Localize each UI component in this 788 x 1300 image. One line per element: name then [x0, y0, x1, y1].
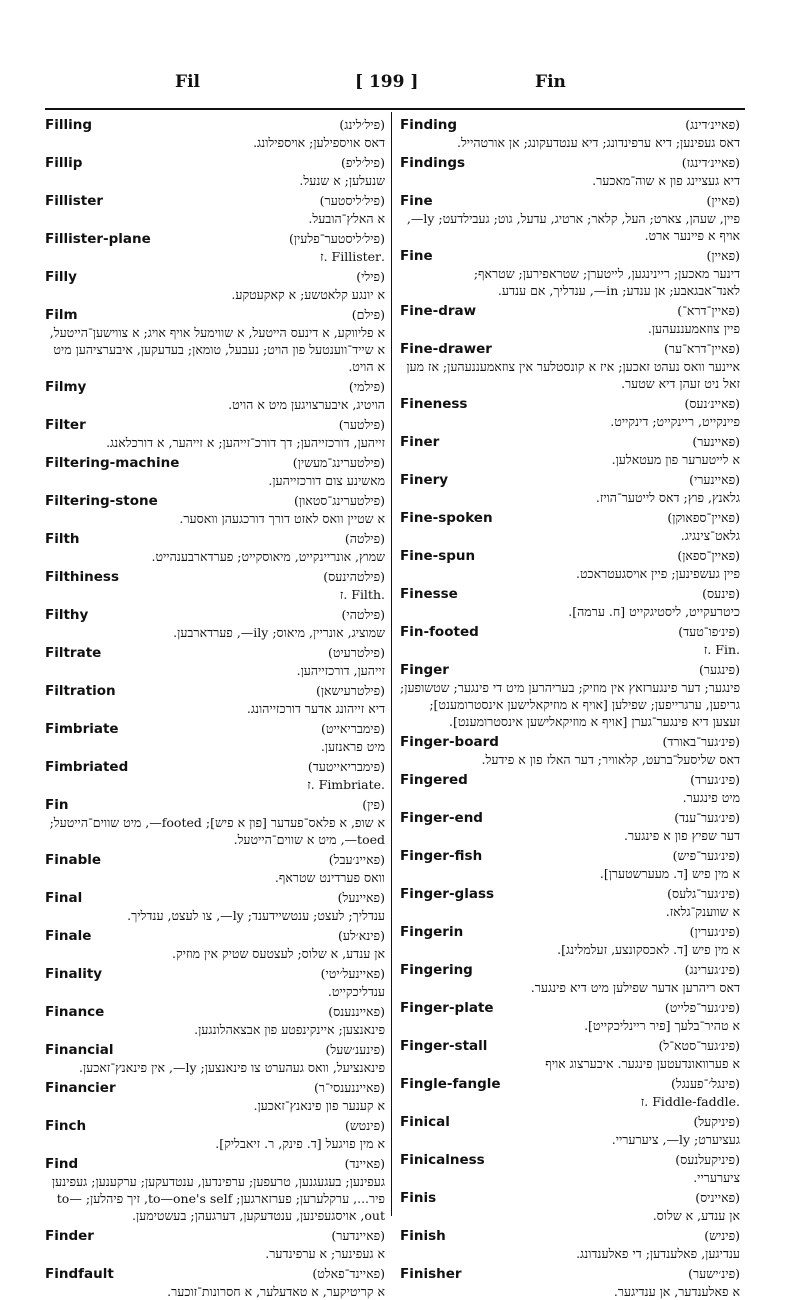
headword: Fin: [45, 797, 69, 813]
entry-head: [45, 644, 385, 662]
headword: Filtrate: [45, 645, 102, 661]
headword: Film: [45, 307, 78, 323]
running-head-left: Fil: [175, 72, 200, 92]
headword: Finality: [45, 966, 103, 982]
pronunciation: (פינ׳גער־פיש): [672, 848, 740, 863]
entry-head: [45, 416, 385, 434]
headword: Filly: [45, 269, 77, 285]
dictionary-entry: [45, 682, 385, 717]
definition: דאס ריהרען אדער שפילען מיט דיא פינגער.: [530, 980, 740, 995]
definition: זייהען, דורכזייהען.: [296, 663, 385, 678]
entry-head: [400, 733, 740, 751]
pronunciation: (פילם): [351, 307, 385, 322]
dictionary-entry: [45, 530, 385, 565]
headword: Filtering-machine: [45, 455, 180, 471]
dictionary-entry: [45, 1155, 385, 1224]
dictionary-entry: [45, 378, 385, 413]
headword: Financier: [45, 1080, 116, 1096]
definition: פיין צוזאמעננעהען.: [647, 321, 740, 336]
pronunciation: (פינ׳גערינג): [684, 962, 740, 977]
headword: Fillister-plane: [45, 231, 151, 247]
pronunciation: (פינ׳גערד): [690, 772, 740, 787]
headword: Financial: [45, 1042, 114, 1058]
pronunciation: (פינטש): [344, 1118, 385, 1133]
dictionary-entry: [45, 1079, 385, 1114]
entry-head: [45, 1227, 385, 1245]
pronunciation: (פינ׳ישער): [688, 1266, 740, 1281]
definition: כיטרעקייט, ליסטיגקייט [ח. ערמה].: [568, 604, 740, 619]
headword: Finger-glass: [400, 886, 495, 902]
headword: Filling: [45, 117, 93, 133]
definition: פיין געשפינען; פיין אויסגעטראכט.: [575, 566, 740, 581]
entry-head: [45, 796, 385, 814]
page-number: [ 199 ]: [355, 72, 419, 92]
headword: Finable: [45, 852, 102, 868]
headword: Findings: [400, 155, 466, 171]
pronunciation: (פאייננענס): [328, 1004, 385, 1019]
headword: Fillip: [45, 155, 83, 171]
entry-head: [45, 268, 385, 286]
headword: Filtration: [45, 683, 116, 699]
definition: ציערעריי.: [693, 1170, 740, 1185]
entry-head: [400, 547, 740, 565]
headword: Fingle-fangle: [400, 1076, 501, 1092]
entry-head: [400, 471, 740, 489]
pronunciation: (פאיינד): [344, 1156, 385, 1171]
headword: Finish: [400, 1228, 446, 1244]
dictionary-entry: [400, 1113, 740, 1148]
headword: Finale: [45, 928, 92, 944]
pronunciation: (פימבריאייטעד): [307, 759, 385, 774]
headword: Fine: [400, 248, 433, 264]
definition: אן ענדע, א שלוס; לעצטעס שטיק אין מוזיק.: [172, 946, 385, 961]
definition: פינגער; דער פינגערזאץ אין מוזיק; בעריהרען מיט די פינגער; שטשופען; גריפען, ערגרייפען; שפילען [אויף א מוזיקאלישען אינסטרומענט]; זעצען דיא פינגער־גערן [אויף א מוזיקאלישען אינסטרומענט].: [400, 680, 740, 729]
dictionary-entry: [400, 395, 740, 430]
dictionary-entry: [400, 585, 740, 620]
dictionary-entry: [45, 889, 385, 924]
entry-head: [45, 1117, 385, 1135]
entry-head: [45, 492, 385, 510]
definition: שנעלען; א שנעל.: [299, 173, 385, 188]
headword: Fillister: [45, 193, 104, 209]
dictionary-entry: [45, 1003, 385, 1038]
headword: Fine-drawer: [400, 341, 492, 357]
definition: א קענער פון פינאנץ־זאכען.: [253, 1098, 385, 1113]
pronunciation: (פילטער): [338, 417, 385, 432]
dictionary-entry: [400, 923, 740, 958]
pronunciation: (פינענ׳שעל): [325, 1042, 385, 1057]
dictionary-entry: [45, 758, 385, 793]
dictionary-entry: [45, 454, 385, 489]
pronunciation: (פאיינ׳נעס): [684, 396, 740, 411]
headword: Finicalness: [400, 1152, 485, 1168]
definition: דיא געציינג פון א שוה־מאכער.: [592, 173, 740, 188]
headword: Finder: [45, 1228, 94, 1244]
dictionary-entry: [45, 192, 385, 227]
definition: דאס אויספילען; אויספילונג.: [253, 135, 385, 150]
definition: ענדליך; לעצט; ענטשיידענד; ly—, צו לעצט, ענדליך.: [127, 908, 385, 923]
dictionary-entry: [400, 809, 740, 844]
pronunciation: (פינ׳גער־באורד): [662, 734, 740, 749]
definition: אן ענדע, א שלוס.: [652, 1208, 740, 1223]
entry-head: [45, 720, 385, 738]
entry-head: [45, 927, 385, 945]
entry-head: [400, 1037, 740, 1055]
definition: .Filth .ז: [339, 587, 385, 602]
definition: דאס געפינען; דיא ערפינדונג; דיא ענטדעקונג; אן אורטהייל.: [456, 135, 740, 150]
entry-head: [45, 889, 385, 907]
dictionary-entry: [45, 1041, 385, 1076]
entry-head: [45, 682, 385, 700]
definition: מאשינע צום דורכזייהען.: [268, 473, 385, 488]
entry-head: [45, 1265, 385, 1283]
pronunciation: (פיל׳ליסטער־פלעין): [288, 231, 385, 246]
entry-head: [400, 1189, 740, 1207]
pronunciation: (פינגער): [699, 662, 740, 677]
definition: א טהיר־בלעך [פיר ריינליכקייט].: [584, 1018, 740, 1033]
dictionary-entry: [45, 306, 385, 375]
pronunciation: (פינ׳גער־פלייט): [664, 1000, 740, 1015]
headword: Final: [45, 890, 83, 906]
headword: Findfault: [45, 1266, 114, 1282]
column-divider: [391, 112, 392, 1216]
definition: דער שפיץ פון א פינגער.: [624, 828, 740, 843]
pronunciation: (פאייננענסי־ר): [314, 1080, 385, 1095]
definition: געפינען; בעגעגנען, טרעפען; ערפינדען, ענטדעקען; ערקענען; געפינען פיר..., ערקלערען; פערזארגען; to—one's self, זיך פיהלען; to—out, אויסגעפינען, ענטדעקען, דערגעהן; בעשטימען.: [51, 1174, 385, 1223]
dictionary-entry: [400, 1075, 740, 1110]
headword: Fineness: [400, 396, 468, 412]
dictionary-entry: [45, 1117, 385, 1152]
definition: ענדיגען, פאלענדען; די פאלענדונג.: [576, 1246, 740, 1261]
dictionary-entry: [45, 606, 385, 641]
definition: א געפינער; א ערפינדער.: [265, 1246, 385, 1261]
pronunciation: (פינא׳לע): [338, 928, 385, 943]
definition: פינאנצען; איינקינפטע פון אבצאהלונגען.: [194, 1022, 385, 1037]
pronunciation: (פאיינדער): [331, 1228, 385, 1243]
pronunciation: (פאיין־ספאן): [677, 548, 740, 563]
headword: Fine-draw: [400, 303, 477, 319]
dictionary-entry: [45, 927, 385, 962]
right-column: [400, 116, 740, 1299]
definition: ענדליכקייט.: [327, 984, 385, 999]
dictionary-entry: [400, 885, 740, 920]
headword: Fine-spoken: [400, 510, 493, 526]
entry-head: [400, 1265, 740, 1283]
headword: Filtering-stone: [45, 493, 158, 509]
dictionary-entry: [400, 340, 740, 392]
definition: מיט פינגער.: [682, 790, 740, 805]
pronunciation: (פיל׳ליפ): [341, 155, 385, 170]
headword: Fingerin: [400, 924, 464, 940]
dictionary-entry: [400, 247, 740, 299]
headword: Filthy: [45, 607, 89, 623]
dictionary-entry: [400, 771, 740, 806]
definition: א לייטערער פון מעטאלען.: [611, 452, 740, 467]
pronunciation: (פינ׳גער־גלעס): [667, 886, 740, 901]
page-header: [45, 72, 745, 102]
dictionary-entry: [400, 302, 740, 337]
pronunciation: (פאיין־דרא־ער): [664, 341, 740, 356]
definition: א מין פיש [ד. לאכסקונצע, זעלמלינג].: [557, 942, 740, 957]
entry-head: [45, 606, 385, 624]
pronunciation: (פיל׳לינג): [339, 117, 385, 132]
headword: Fimbriated: [45, 759, 129, 775]
headword: Fingered: [400, 772, 468, 788]
dictionary-entry: [400, 733, 740, 768]
definition: א מין פויגעל [ד. פינק, ר. זיאבליק].: [215, 1136, 385, 1151]
pronunciation: (פין): [362, 797, 385, 812]
left-column: [45, 116, 385, 1299]
entry-head: [45, 1155, 385, 1173]
dictionary-entry: [400, 116, 740, 151]
entry-head: [400, 809, 740, 827]
definition: פינאנציעל, וואס געהערט צו פינאנצען; ly—, אין פינאנץ־זאכען.: [79, 1060, 385, 1075]
definition: א קריטיקער, א טאדעלער, א חסרונות־זוכער.: [167, 1284, 385, 1299]
dictionary-entry: [45, 644, 385, 679]
entry-head: [400, 395, 740, 413]
pronunciation: (פילטהינעס): [323, 569, 385, 584]
definition: פיין, שעהן, צארט; העל, קלאר; ארטיג, עדעל, גוט; געבילדעט; ly—, אויף א פיינער ארט.: [406, 211, 740, 243]
definition: וואס פערדינט שטראף.: [274, 870, 385, 885]
headword: Finer: [400, 434, 440, 450]
headword: Fimbriate: [45, 721, 119, 737]
entry-head: [400, 1227, 740, 1245]
entry-head: [45, 230, 385, 248]
pronunciation: (פיניש): [704, 1228, 740, 1243]
headword: Finis: [400, 1190, 437, 1206]
definition: שמוציג, אונריין, מיאוס; ily—, פערדארבען.: [173, 625, 385, 640]
entry-head: [45, 192, 385, 210]
dictionary-entry: [400, 961, 740, 996]
entry-head: [45, 851, 385, 869]
headword: Finger-end: [400, 810, 483, 826]
dictionary-entry: [400, 1037, 740, 1072]
entry-head: [45, 758, 385, 776]
entry-head: [45, 454, 385, 472]
headword: Finical: [400, 1114, 450, 1130]
definition: א פערוואונדעטען פינגער. איבערצוג אויף: [545, 1056, 740, 1071]
entry-head: [400, 154, 740, 172]
dictionary-entry: [400, 623, 740, 658]
headword: Filmy: [45, 379, 87, 395]
definition: שמוץ, אונריינקייט, מיאוסקייט; פערדארבענהייט.: [151, 549, 385, 564]
dictionary-entry: [400, 192, 740, 244]
entry-head: [45, 116, 385, 134]
entry-head: [45, 1041, 385, 1059]
dictionary-entry: [400, 154, 740, 189]
definition: גלאט־צינגיג.: [680, 528, 740, 543]
definition: .Fiddle-faddle .ז: [640, 1094, 740, 1109]
headword: Find: [45, 1156, 79, 1172]
entry-head: [45, 154, 385, 172]
dictionary-entry: [45, 154, 385, 189]
definition: א פליווקע, א דינעס הייטעל, א שווימעל אויף אויג; א צווישען־הייטעל, א שייד־ווענטעל פון הויט; נעבעל, טומאן; בעדעקען, איבערציהען מיט א הויט.: [49, 325, 385, 374]
pronunciation: (פאיין־ספאוקן): [667, 510, 740, 525]
definition: הויטיג, איבערצויגען מיט א הויט.: [228, 397, 385, 412]
pronunciation: (פילי): [356, 269, 385, 284]
dictionary-entry: [400, 509, 740, 544]
headword: Filthiness: [45, 569, 120, 585]
pronunciation: (פילטה): [344, 531, 385, 546]
pronunciation: (פינ׳גער־ענד): [674, 810, 740, 825]
headword: Finisher: [400, 1266, 462, 1282]
headword: Finger-fish: [400, 848, 483, 864]
dictionary-entry: [45, 230, 385, 265]
pronunciation: (פינ׳פו־טעד): [678, 624, 740, 639]
headword: Fine-spun: [400, 548, 476, 564]
entry-head: [400, 999, 740, 1017]
running-head-right: Fin: [535, 72, 566, 92]
dictionary-entry: [45, 1227, 385, 1262]
definition: .Fimbriate .ז: [307, 777, 385, 792]
dictionary-entry: [45, 1265, 385, 1300]
entry-head: [400, 302, 740, 320]
definition: א שטיין וואס לאזט דורך דורכגעהן וואסער.: [179, 511, 385, 526]
pronunciation: (פאייניס): [695, 1190, 740, 1205]
pronunciation: (פיניקעל): [693, 1114, 740, 1129]
entry-head: [400, 847, 740, 865]
entry-head: [45, 1003, 385, 1021]
pronunciation: (פיל׳ליסטער): [319, 193, 385, 208]
dictionary-entry: [400, 471, 740, 506]
definition: א מין פיש [ד. מעערשטערן].: [599, 866, 740, 881]
dictionary-entry: [45, 796, 385, 848]
dictionary-entry: [45, 268, 385, 303]
dictionary-entry: [400, 661, 740, 730]
pronunciation: (פיניקעלנעס): [675, 1152, 740, 1167]
definition: דינער מאכען; ריינינגען, לייטערן; שטראפירען; שטראף; לאנד־אבגאבע; אן ענדע; in—, ענדליך, אם ענדע.: [473, 266, 740, 298]
entry-head: [400, 247, 740, 265]
dictionary-entry: [45, 116, 385, 151]
pronunciation: (פילטערינג־סטאון): [294, 493, 385, 508]
dictionary-entry: [45, 851, 385, 886]
dictionary-entry: [400, 1227, 740, 1262]
dictionary-entry: [45, 568, 385, 603]
dictionary-entry: [45, 492, 385, 527]
definition: דאס שליסעל־ברעט, קלאוויר; דער האלז פון א פידעל.: [481, 752, 740, 767]
entry-head: [400, 433, 740, 451]
definition: .Fillister .ז: [320, 249, 385, 264]
dictionary-entry: [400, 1189, 740, 1224]
headword: Fingering: [400, 962, 473, 978]
dictionary-entry: [400, 547, 740, 582]
pronunciation: (פילטערינג־מעשין): [292, 455, 385, 470]
entry-head: [400, 961, 740, 979]
definition: דיא זייהונג אדער דורכזייהונג.: [246, 701, 385, 716]
pronunciation: (פאיין): [706, 193, 740, 208]
headword: Fin-footed: [400, 624, 479, 640]
header-rule: [45, 108, 745, 110]
definition: געציערט; ly—, ציערעריי.: [611, 1132, 740, 1147]
pronunciation: (פאיינ׳עבל): [328, 852, 385, 867]
entry-head: [45, 306, 385, 324]
pronunciation: (פינ׳גער־סטא־ל): [658, 1038, 740, 1053]
definition: א שופ, א פלאס־פעדער [פון א פיש]; footed—, מיט שווים־הייטעל; toed—, מיט א שווים־הייטעל.: [49, 815, 385, 847]
entry-head: [400, 192, 740, 210]
pronunciation: (פאיין־דרא־): [677, 303, 740, 318]
pronunciation: (פינעס): [702, 586, 740, 601]
dictionary-entry: [45, 720, 385, 755]
headword: Finger-board: [400, 734, 499, 750]
pronunciation: (פאיינעל): [337, 890, 385, 905]
pronunciation: (פילטהי): [341, 607, 385, 622]
entry-head: [400, 340, 740, 358]
dictionary-entry: [400, 847, 740, 882]
headword: Fine: [400, 193, 433, 209]
pronunciation: (פאיינעל׳יטי): [320, 966, 385, 981]
definition: א פאלענדער, אן ענדיגער.: [613, 1284, 740, 1299]
definition: איינער וואס נעהט זאכען; איז א קונסטלער אין צוזאמעננעהען; אז מען זאל ניט זעהן דיא שטער.: [406, 359, 740, 391]
definition: גלאנץ, פוץ; דאס לייטער־הויז.: [595, 490, 740, 505]
pronunciation: (פאיינד־פאלט): [312, 1266, 385, 1281]
pronunciation: (פאיינ׳דינגז): [681, 155, 740, 170]
pronunciation: (פינ׳גערין): [689, 924, 740, 939]
headword: Finery: [400, 472, 449, 488]
definition: .Fin .ז: [703, 642, 740, 657]
entry-head: [400, 509, 740, 527]
entry-head: [400, 585, 740, 603]
definition: זייהען, דורכזייהען; דך דורכ־זייהען; א זייהער, א דורכלאנג.: [106, 435, 385, 450]
entry-head: [400, 661, 740, 679]
entry-head: [45, 965, 385, 983]
pronunciation: (פימבריאייט): [320, 721, 385, 736]
entry-head: [400, 1151, 740, 1169]
pronunciation: (פילטרעיט): [327, 645, 385, 660]
definition: מיט פראנזען.: [320, 739, 385, 754]
entry-head: [45, 530, 385, 548]
entry-head: [45, 1079, 385, 1097]
dictionary-entry: [45, 416, 385, 451]
dictionary-entry: [400, 1151, 740, 1186]
headword: Finger: [400, 662, 449, 678]
entry-head: [400, 116, 740, 134]
dictionary-entry: [400, 1265, 740, 1300]
pronunciation: (פאיינ׳דינג): [685, 117, 740, 132]
entry-head: [400, 771, 740, 789]
entry-head: [400, 1113, 740, 1131]
headword: Filter: [45, 417, 86, 433]
pronunciation: (פאיינער): [692, 434, 740, 449]
entry-head: [400, 923, 740, 941]
entry-head: [400, 623, 740, 641]
dictionary-entry: [400, 433, 740, 468]
headword: Finance: [45, 1004, 105, 1020]
headword: Finesse: [400, 586, 458, 602]
definition: א שווענק־גלאז.: [665, 904, 740, 919]
headword: Finding: [400, 117, 458, 133]
headword: Finger-stall: [400, 1038, 488, 1054]
pronunciation: (פילמי): [348, 379, 385, 394]
dictionary-entry: [400, 999, 740, 1034]
pronunciation: (פינגל׳־פענגל): [671, 1076, 740, 1091]
pronunciation: (פאיינערי): [689, 472, 740, 487]
entry-head: [400, 885, 740, 903]
entry-head: [45, 568, 385, 586]
entry-head: [400, 1075, 740, 1093]
headword: Filth: [45, 531, 80, 547]
definition: א יונגע קלאטשע; א קאקעטקע.: [231, 287, 385, 302]
entry-head: [45, 378, 385, 396]
definition: פיינקייט, ריינקייט; דינקייט.: [610, 414, 740, 429]
dictionary-entry: [45, 965, 385, 1000]
pronunciation: (פאיין): [706, 248, 740, 263]
definition: א האלץ־הובעל.: [308, 211, 385, 226]
headword: Finger-plate: [400, 1000, 494, 1016]
headword: Finch: [45, 1118, 87, 1134]
pronunciation: (פילטרעישאן): [315, 683, 385, 698]
